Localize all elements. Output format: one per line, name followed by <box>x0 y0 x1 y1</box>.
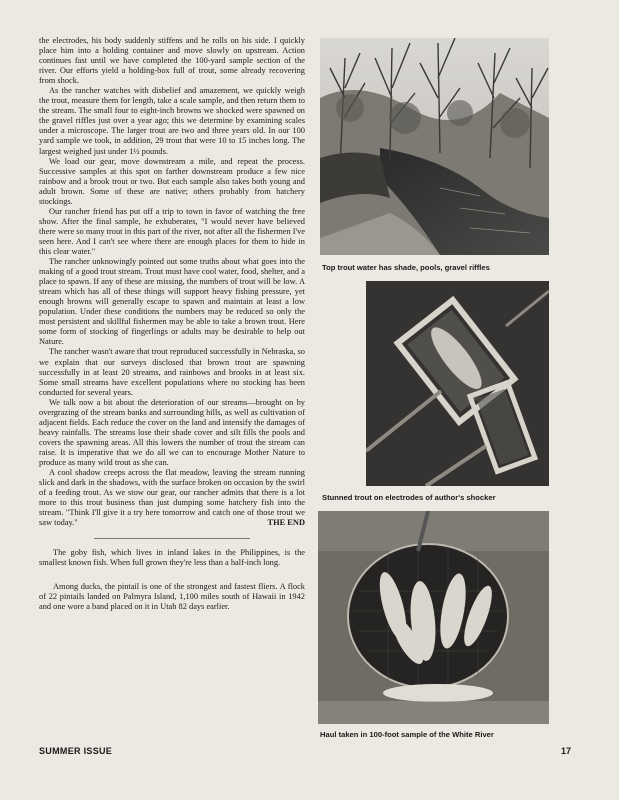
filler-note-pintail: Among ducks, the pintail is one of the strongest and fastest fliers. A flock of 22 pintails landed on Palmyra Island, 1,100 miles south of Hawaii in 1942 and one wore a band placed on it in Utah 82 days earlier. <box>39 582 305 612</box>
filler-note-goby: The goby fish, which lives in inland lakes in the Philippines, is the smallest known fish. When full grown they're less than a half-inch long. <box>39 548 305 568</box>
article-paragraph: As the rancher watches with disbelief and amazement, we quickly weigh the trout, measure them for length, take a scale sample, and then return them to the stream. The small four to eight-inch browns we shocked were spawned on the gravel riffles just over a year ago; this we determine by examining scales under a microscope. The larger trout are two and three years old. In our 100 yard sample we took, in addition, 29 trout that were 10 to 15 inches long. The largest weighed just under 1½ pounds. <box>39 86 305 156</box>
article-column <box>39 36 305 613</box>
article-paragraph-text: A cool shadow creeps across the flat meadow, leaving the stream running slick and dark in the shadows, with the surface broken on occasion by the swirl of a feeding trout. As we stow our gear, our rancher admits that there is a lot more to this trout business than just dumping some hatchery fish into the stream. "Think I'll give it a try here tomorrow and catch one of those trout we saw today." <box>39 468 305 528</box>
section-divider <box>94 538 250 539</box>
filler-notes <box>39 548 305 612</box>
photo-caption: Stunned trout on electrodes of author's shocker <box>322 493 496 502</box>
article-paragraph: The rancher unknowingly pointed out some truths about what goes into the making of a good trout stream. Trout must have cool water, food, shelter, and a place to spawn. If any of these are missing, the numbers of trout will be low. A stream which has all of these things will support heavy fishing pressure, yet enough browns will generally escape to spawn and maintain at least a low population. Under these conditions the numbers may be reduced so only the most persistent and skillful fishermen may be able to take a brown trout. Here some form of stocking of fingerlings or adults may be desirable to help out Nature. <box>39 257 305 347</box>
page-number: 17 <box>561 746 572 756</box>
the-end-marker: THE END <box>267 518 305 528</box>
article-paragraph: the electrodes, his body suddenly stiffens and he rolls on his side. I quickly place him into a holding container and move slowly on upstream. Action continues fast until we have completed the 100-yard sample section of the river. Our efforts yield a holding-box full of trout, some already recovering from shock. <box>39 36 305 86</box>
article-paragraph: Our rancher friend has put off a trip to town in favor of watching the free show. After the final sample, he exhuberates, "I would never have believed there were so many trout in this part of the river, not after all the fishermen I've seen here. And I can't see where there are enough places for them to hide in this clear water." <box>39 206 305 256</box>
trout-haul-photo <box>318 511 549 724</box>
article-paragraph: We load our gear, move downstream a mile, and repeat the process. Successive samples at this spot on farther downstream produce a few nice rainbow and a brook trout or two. But each sample also takes both young and adult brown. Some of these are native; others probably from hatchery stockings. <box>39 156 305 206</box>
article-paragraph: The rancher wasn't aware that trout reproduced successfully in Nebraska, so we explain that our surveys disclosed that brown trout are spawning successfully in at least 20 streams, and rainbows and brooks in at least six. Some small streams have excellent populations where no stocking has been conducted for several years. <box>39 347 305 397</box>
photo-caption: Top trout water has shade, pools, gravel riffles <box>322 263 490 272</box>
photo-caption: Haul taken in 100-foot sample of the White River <box>320 730 494 739</box>
issue-label: SUMMER ISSUE <box>39 746 113 756</box>
article-paragraph: We talk now a bit about the deterioration of our streams—brought on by overgrazing of the stream banks and surrounding hills, as well as cultivation of adjacent fields. Each reduce the cover on the land and intensify the damages of heavy rainfalls. The streams lose their shade cover and silt fills the pools and covers the spawning areas. All this lowers the number of trout the stream can raise. It is imperative that we do all we can to encourage Mother Nature to produce as many wild trout as she can. <box>39 397 305 467</box>
stream-photo <box>320 38 549 255</box>
article-last-paragraph <box>39 468 305 528</box>
electrodes-photo <box>366 281 549 486</box>
